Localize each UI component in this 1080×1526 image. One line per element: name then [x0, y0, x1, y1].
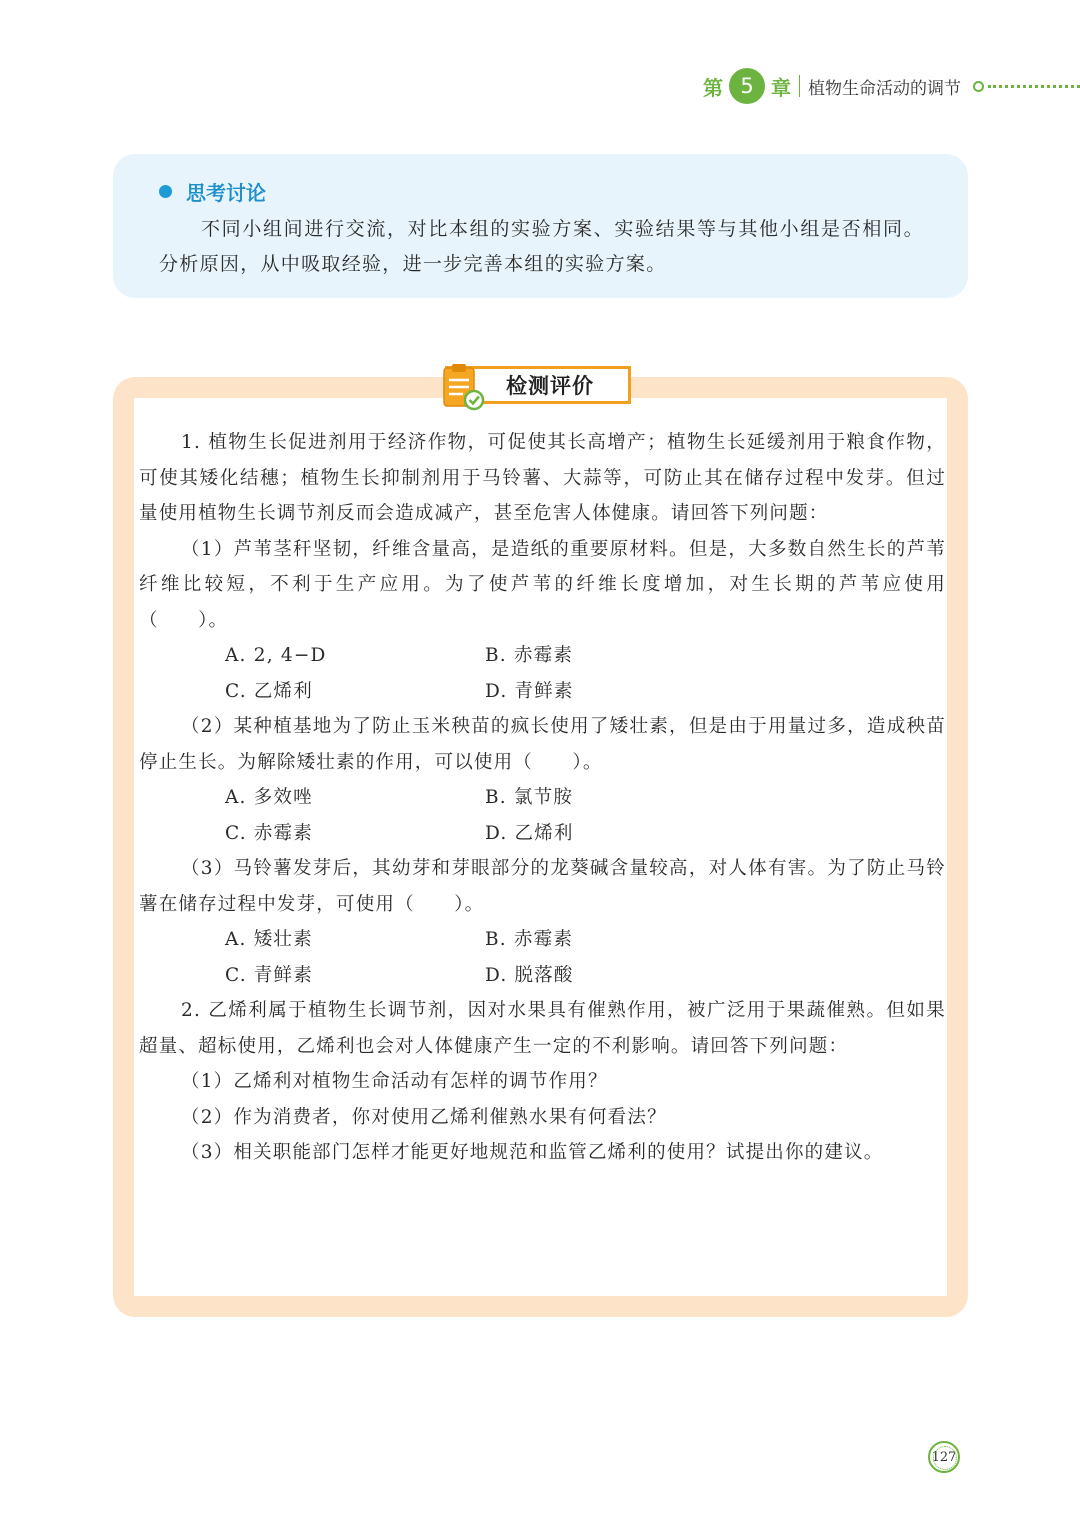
chapter-suffix: 章 [771, 75, 791, 100]
question-1-sub-2: （2）某种植基地为了防止玉米秧苗的疯长使用了矮壮素，但是由于用量过多，造成秧苗停止生长。为解除矮壮素的作用，可以使用（ ）。 [139, 716, 946, 773]
options-row [139, 780, 946, 816]
option-d: D. 脱落酸 [485, 964, 574, 986]
clipboard-check-icon [438, 360, 488, 412]
chapter-prefix: 第 [703, 75, 723, 100]
question-1-sub-3: （3）马铃薯发芽后，其幼芽和芽眼部分的龙葵碱含量较高，对人体有害。为了防止马铃薯在储存过程中发芽，可使用（ ）。 [139, 858, 946, 915]
option-a: A. 矮壮素 [225, 929, 313, 950]
think-discuss-heading [159, 174, 924, 208]
evaluation-title: 检测评价 [506, 374, 594, 398]
option-d: D. 乙烯利 [485, 822, 574, 844]
chapter-number-badge: 5 [729, 68, 765, 104]
ring-icon [973, 81, 984, 92]
option-d: D. 青鲜素 [485, 680, 574, 702]
options-row [139, 958, 946, 994]
options-row [139, 922, 946, 958]
header-divider [799, 75, 800, 97]
option-b: B. 赤霉素 [485, 645, 574, 666]
question-1-stem: 1. 植物生长促进剂用于经济作物，可促使其长高增产；植物生长延缓剂用于粮食作物，可使其矮化结穗；植物生长抑制剂用于马铃薯、大蒜等，可防止其在储存过程中发芽。但过量使用植物生长调节剂反而会造成减产，甚至危害人体健康。请回答下列问题： [139, 432, 946, 524]
option-c: C. 乙烯利 [225, 680, 313, 702]
option-c: C. 青鲜素 [225, 964, 313, 986]
chapter-header [703, 66, 1080, 106]
options-row [139, 638, 946, 674]
options-row [139, 816, 946, 852]
bullet-dot-icon [159, 185, 172, 198]
think-discuss-title: 思考讨论 [186, 180, 266, 205]
evaluation-content [139, 425, 946, 1171]
page-number: 127 [928, 1441, 960, 1473]
option-b: B. 氯节胺 [485, 787, 574, 808]
dotted-line [988, 85, 1080, 88]
question-2-sub-3: （3）相关职能部门怎样才能更好地规范和监管乙烯利的使用？试提出你的建议。 [181, 1142, 884, 1163]
think-discuss-text: 不同小组间进行交流，对比本组的实验方案、实验结果等与其他小组是否相同。分析原因，从中吸取经验，进一步完善本组的实验方案。 [159, 218, 924, 275]
option-c: C. 赤霉素 [225, 822, 313, 844]
question-2-sub-2: （2）作为消费者，你对使用乙烯利催熟水果有何看法？ [181, 1106, 667, 1128]
options-row [139, 674, 946, 710]
chapter-title: 植物生命活动的调节 [808, 78, 961, 99]
question-1-sub-1: （1）芦苇茎秆坚韧，纤维含量高，是造纸的重要原材料。但是，大多数自然生长的芦苇纤维比较短，不利于生产应用。为了使芦苇的纤维长度增加，对生长期的芦苇应使用（ ）。 [139, 538, 946, 631]
header-dotted-decoration [973, 81, 1080, 92]
evaluation-box [113, 374, 968, 1317]
evaluation-banner [445, 366, 631, 404]
question-2-stem: 2. 乙烯利属于植物生长调节剂，因对水果具有催熟作用，被广泛用于果蔬催熟。但如果超量、超标使用，乙烯利也会对人体健康产生一定的不利影响。请回答下列问题： [139, 1000, 946, 1057]
option-b: B. 赤霉素 [485, 929, 574, 950]
question-2-sub-1: （1）乙烯利对植物生命活动有怎样的调节作用？ [181, 1071, 608, 1092]
think-discuss-box [113, 154, 968, 298]
option-a: A. 2, 4−D [225, 645, 327, 666]
option-a: A. 多效唑 [225, 787, 313, 808]
